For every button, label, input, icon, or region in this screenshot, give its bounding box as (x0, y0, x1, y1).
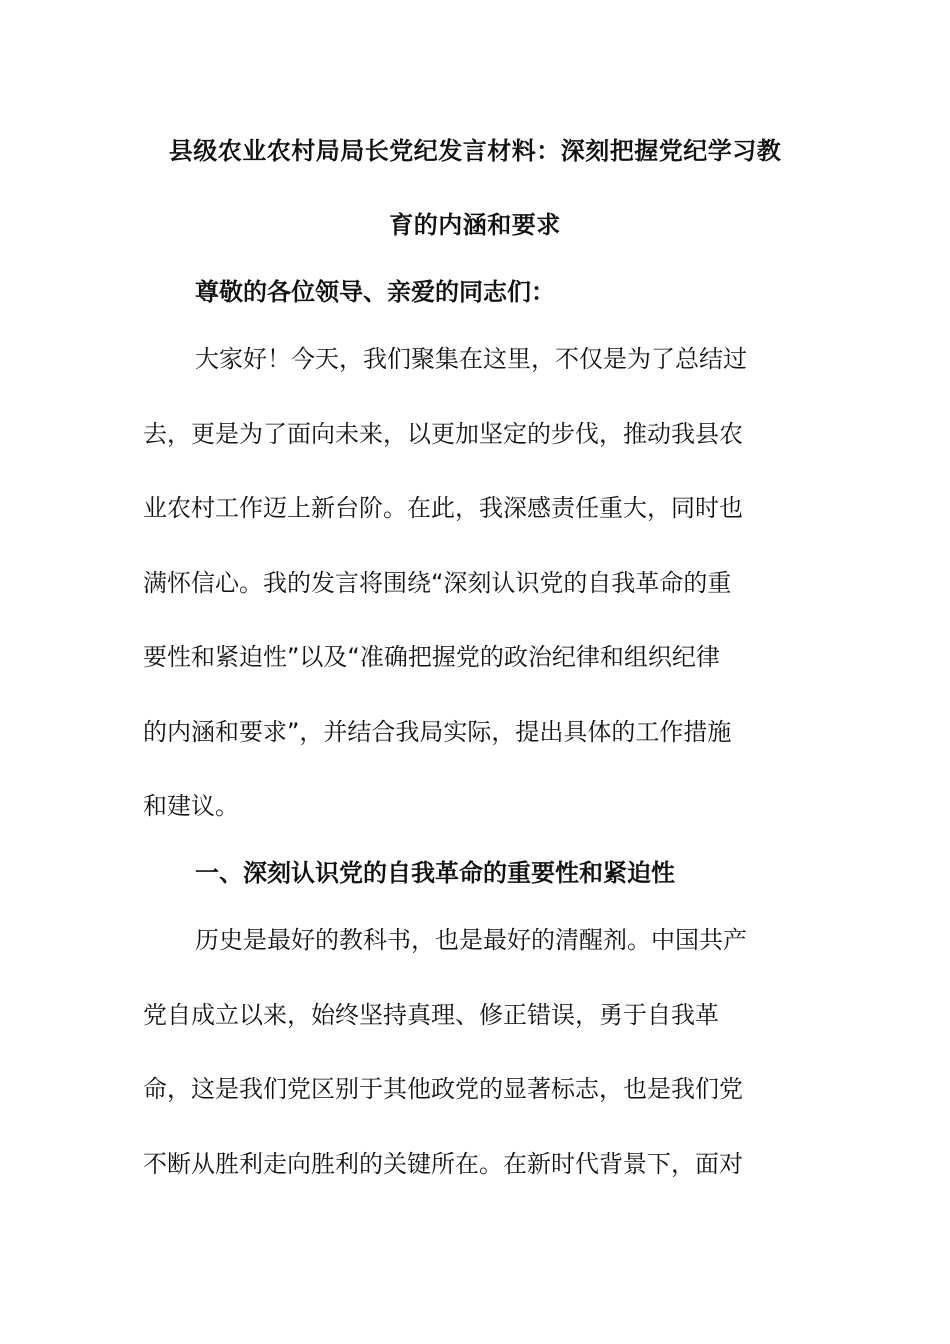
paragraph-line: 命，这是我们党区别于其他政党的显著标志，也是我们党 (143, 1075, 743, 1103)
paragraph-line: 不断从胜利走向胜利的关键所在。在新时代背景下，面对 (143, 1150, 743, 1178)
paragraph-line: 党自成立以来，始终坚持真理、修正错误，勇于自我革 (143, 1001, 719, 1029)
paragraph-line: 要性和紧迫性”以及“准确把握党的政治纪律和组织纪律 (143, 643, 720, 671)
salutation: 尊敬的各位领导、亲爱的同志们： (195, 278, 555, 306)
section-heading-1: 一、深刻认识党的自我革命的重要性和紧迫性 (195, 859, 675, 887)
paragraph-line: 的内涵和要求”，并结合我局实际，提出具体的工作措施 (143, 718, 732, 746)
paragraph-line: 和建议。 (143, 792, 239, 820)
paragraph-line: 大家好！今天，我们聚集在这里，不仅是为了总结过 (195, 345, 747, 373)
document-title-line-1: 县级农业农村局局长党纪发言材料：深刻把握党纪学习教 (168, 137, 782, 165)
paragraph-line: 去，更是为了面向未来，以更加坚定的步伐，推动我县农 (143, 420, 743, 448)
paragraph-line: 满怀信心。我的发言将围绕“深刻认识党的自我革命的重 (143, 569, 732, 597)
document-title-line-2: 育的内涵和要求 (389, 211, 561, 239)
paragraph-line: 业农村工作迈上新台阶。在此，我深感责任重大，同时也 (143, 494, 743, 522)
paragraph-line: 历史是最好的教科书，也是最好的清醒剂。中国共产 (195, 926, 747, 954)
